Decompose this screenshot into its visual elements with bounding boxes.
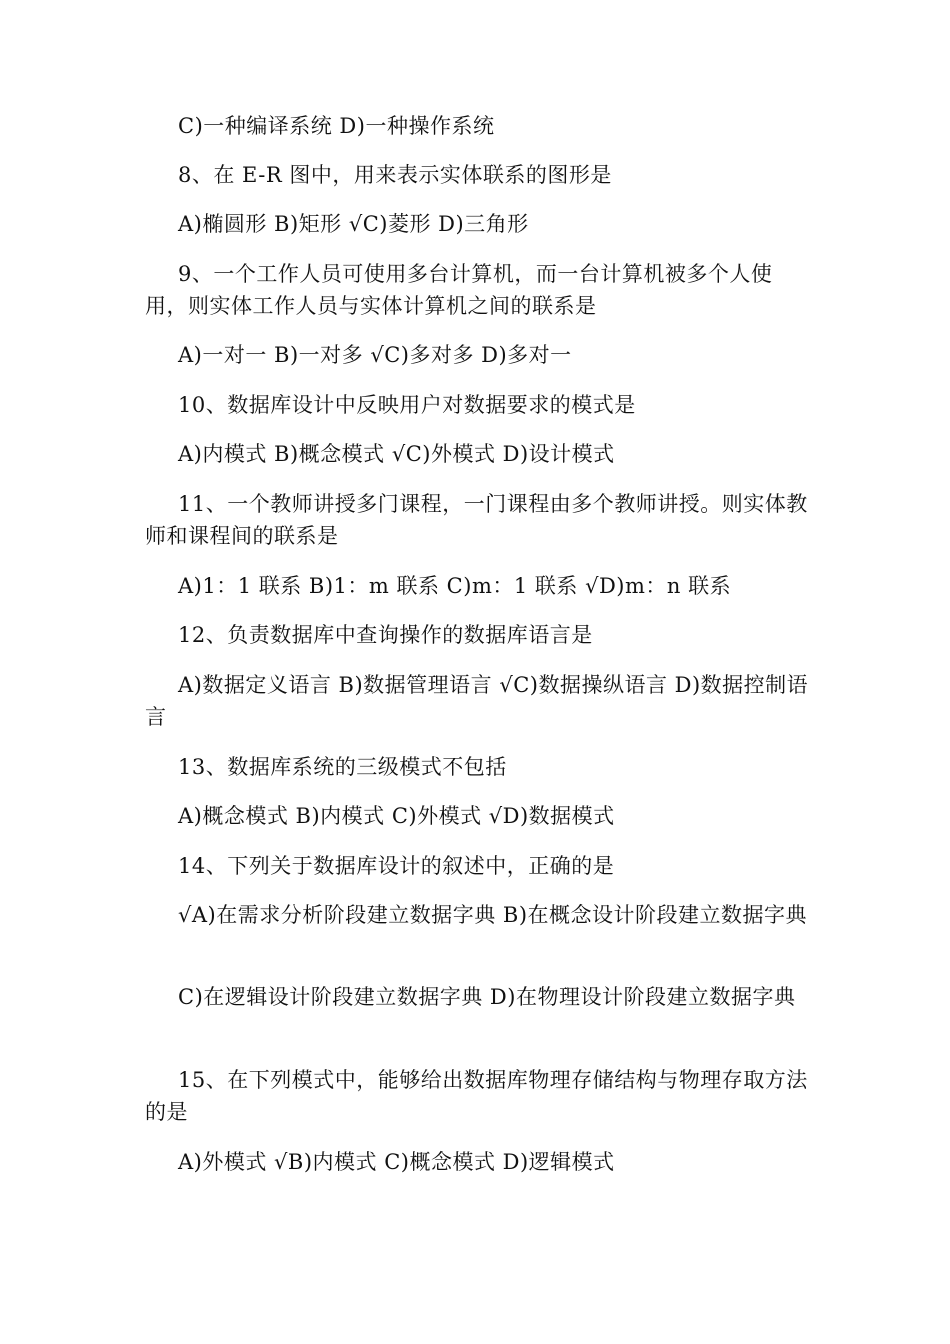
question-8: 8、在 E-R 图中，用来表示实体联系的图形是 [178,163,612,187]
answer-options-14-ab: √A)在需求分析阶段建立数据字典 B)在概念设计阶段建立数据字典 [178,903,808,927]
answer-options-12: A)数据定义语言 B)数据管理语言 √C)数据操纵语言 D)数据控制语言 [145,673,809,729]
answer-options-9: A)一对一 B)一对多 √C)多对多 D)多对一 [178,343,572,367]
answer-options-10: A)内模式 B)概念模式 √C)外模式 D)设计模式 [178,442,615,466]
question-12: 12、负责数据库中查询操作的数据库语言是 [178,623,593,647]
question-9: 9、一个工作人员可使用多台计算机，而一台计算机被多个人使用，则实体工作人员与实体计算机之间的联系是 [145,262,773,318]
question-13: 13、数据库系统的三级模式不包括 [178,755,507,779]
question-11: 11、一个教师讲授多门课程，一门课程由多个教师讲授。则实体教师和课程间的联系是 [145,492,808,548]
question-15: 15、在下列模式中，能够给出数据库物理存储结构与物理存取方法的是 [145,1068,808,1124]
answer-options-15: A)外模式 √B)内模式 C)概念模式 D)逻辑模式 [178,1150,615,1174]
question-10: 10、数据库设计中反映用户对数据要求的模式是 [178,393,636,417]
answer-options-8: A)椭圆形 B)矩形 √C)菱形 D)三角形 [178,212,529,236]
answer-options-7: C)一种编译系统 D)一种操作系统 [178,114,495,138]
answer-options-14-cd: C)在逻辑设计阶段建立数据字典 D)在物理设计阶段建立数据字典 [178,985,796,1009]
answer-options-13: A)概念模式 B)内模式 C)外模式 √D)数据模式 [178,804,615,828]
answer-options-11: A)1：1 联系 B)1：m 联系 C)m：1 联系 √D)m：n 联系 [178,574,732,598]
question-14: 14、下列关于数据库设计的叙述中，正确的是 [178,854,615,878]
